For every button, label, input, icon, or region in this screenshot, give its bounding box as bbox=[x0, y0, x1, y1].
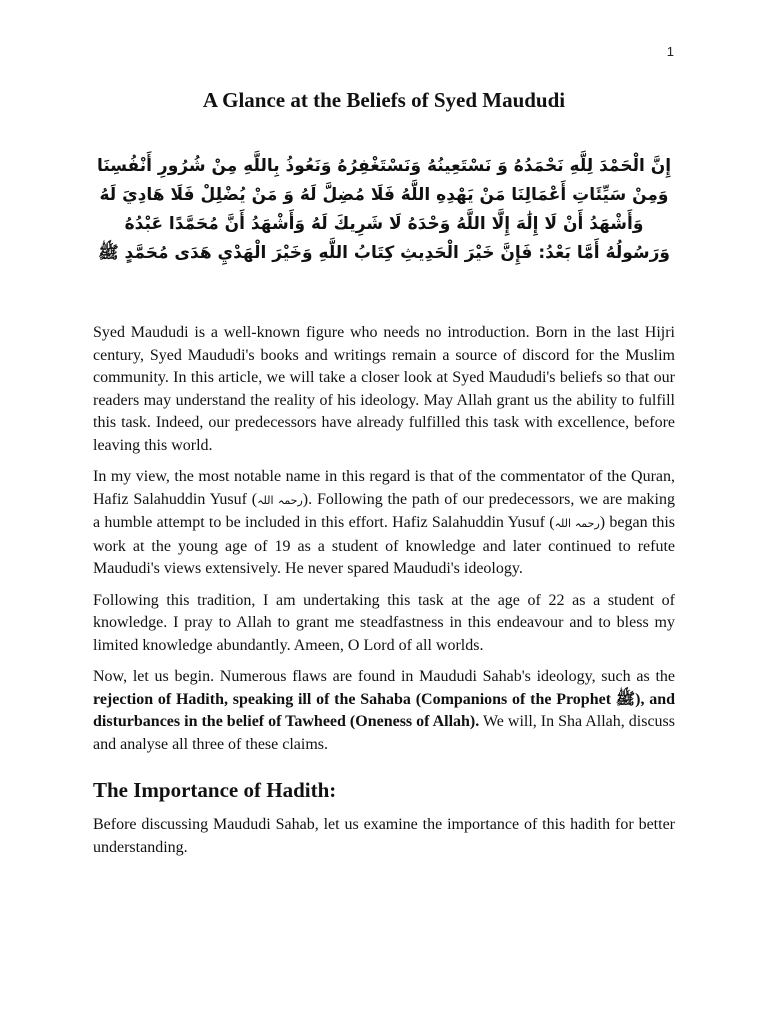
section-heading: The Importance of Hadith: bbox=[93, 778, 337, 802]
text-span: We will, In Sha Allah, discuss and analyse all three of these claims. bbox=[93, 713, 676, 753]
page-title: A Glance at the Beliefs of Syed Maududi bbox=[202, 88, 566, 112]
body-text bbox=[93, 322, 675, 868]
page-number: 1 bbox=[666, 44, 674, 59]
text-span: ) began this work at the young age of 19 as a student of knowledge and later continued to refute Maududi's views extensively. He never spared Maududi's ideology. bbox=[93, 514, 675, 577]
text-span: Now, let us begin. Numerous flaws are found in Maududi Sahab's ideology, such as the bbox=[93, 668, 675, 685]
text-span: ). Following the path of our predecessors, we are making a humble attempt to be included in this effort. Hafiz Salahuddin Yusuf ( bbox=[93, 490, 675, 531]
paragraph-intro: Syed Maududi is a well-known figure who needs no introduction. Born in the last Hijri century, Syed Maududi's books and writings remain a source of discord for the Muslim community. In this article, we will take a closer look at Syed Maududi's beliefs so that our readers may understand the reality of his ideology. May Allah grant us the ability to fulfill this task. Indeed, our predecessors have already fulfilled this task with excellence, before leaving this world. bbox=[93, 324, 675, 454]
paragraph-flaws bbox=[93, 666, 675, 756]
arabic-khutbah: إِنَّ الْحَمْدَ لِلَّهِ نَحْمَدُهُ وَ نَسْتَعِينُهُ وَنَسْتَغْفِرُهُ وَنَعُوذُ بِاللَّهِ مِنْ شُرُورِ أَنْفُسِنَا وَمِنْ سَيِّئَاتِ أَعْمَالِنَا مَنْ يَهْدِهِ اللَّهُ فَلَا مُضِلَّ لَهُ وَ مَنْ يُضْلِلْ فَلَا هَادِيَ لَهُ وَأَشْهَدُ أَنْ لَا إِلَٰهَ إِلَّا اللَّهُ وَحْدَهُ لَا شَرِيكَ لَهُ وَأَشْهَدُ أَنَّ مُحَمَّدًا عَبْدُهُ وَرَسُولُهُ أَمَّا بَعْدُ: فَإِنَّ خَيْرَ الْحَدِيثِ كِتَابُ اللَّهِ وَخَيْرَ الْهَدْيِ هَدَى مُحَمَّدٍ ﷺ bbox=[96, 156, 672, 263]
paragraph-hadith-importance: Before discussing Maududi Sahab, let us examine the importance of this hadith for better understanding. bbox=[93, 816, 675, 856]
arabic-honorific: رحمہ اللہ bbox=[554, 517, 600, 530]
bold-claims: rejection of Hadith, speaking ill of the Sahaba (Companions of the Prophet ﷺ), and disturbances in the belief of Tawheed (Oneness of Allah). bbox=[93, 690, 675, 730]
paragraph-tradition: Following this tradition, I am undertaking this task at the age of 22 as a student of knowledge. I pray to Allah to grant me steadfastness in this endeavour and to bless my limited knowledge abundantly. Ameen, O Lord of all worlds. bbox=[93, 591, 675, 654]
paragraph-predecessors bbox=[93, 466, 675, 581]
text-span: In my view, the most notable name in this regard is that of the commentator of the Quran, Hafiz Salahuddin Yusuf ( bbox=[93, 468, 675, 508]
arabic-honorific: رحمہ اللہ bbox=[257, 493, 303, 507]
